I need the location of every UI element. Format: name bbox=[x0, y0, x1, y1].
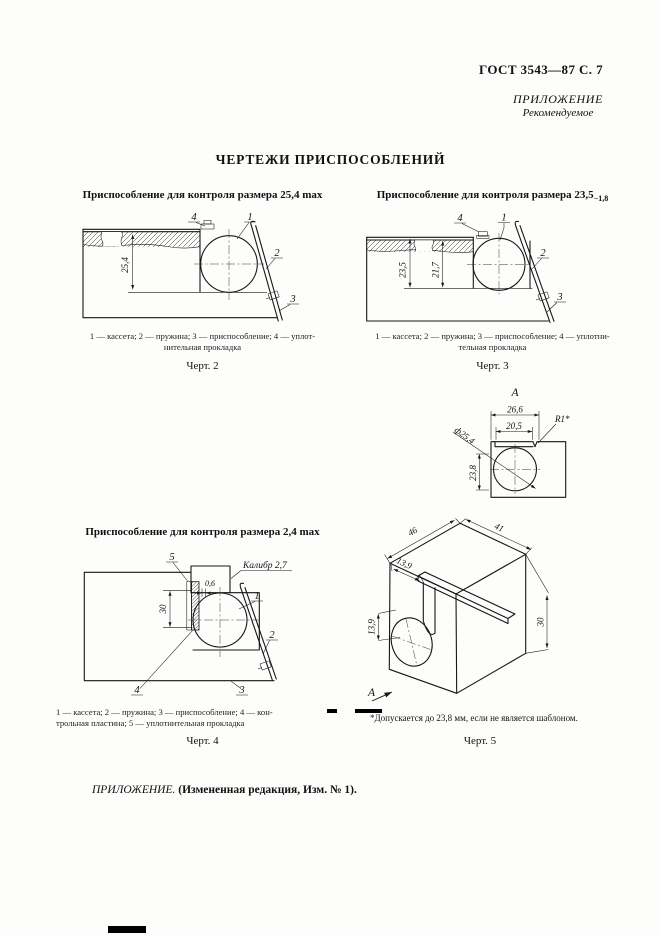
fig3-legend-line2: тельная прокладка bbox=[458, 341, 527, 352]
fig2-subtitle: Приспособление для контроля размера 25,4 max bbox=[82, 189, 323, 201]
fig4-legend bbox=[56, 707, 351, 728]
fig4-legend-line1: 1 — кассета; 2 — пружина; 3 — приспособление; 4 — кон- bbox=[56, 707, 273, 717]
fig5-dim-width: 46 bbox=[406, 524, 419, 538]
page-header: ГОСТ 3543—87 С. 7 bbox=[479, 62, 603, 77]
fig3-callout-1: 1 bbox=[501, 212, 507, 224]
fig4-drawing bbox=[55, 545, 305, 710]
fig5-footnote: *Допускается до 23,8 мм, если не является шаблоном. bbox=[370, 713, 578, 723]
viewA-dim-diameter: ф25,4 bbox=[452, 424, 477, 446]
viewA-dim-height: 23,8 bbox=[468, 465, 478, 481]
fig4-subtitle: Приспособление для контроля размера 2,4 max bbox=[85, 526, 320, 538]
fig3-dim-outer: 23,5 bbox=[397, 262, 408, 278]
appendix-title: ПРИЛОЖЕНИЕ bbox=[513, 92, 603, 106]
fig3-callout-4: 4 bbox=[457, 213, 463, 224]
fig5-drawing bbox=[358, 518, 600, 718]
fig5-dim-slot: 13,9 bbox=[395, 555, 414, 572]
fig2-label: Черт. 2 bbox=[186, 360, 219, 372]
viewA-drawing bbox=[432, 382, 600, 510]
appendix-block bbox=[513, 92, 603, 119]
appendix-note: Рекомендуемое bbox=[522, 107, 594, 119]
fig3-legend bbox=[345, 331, 640, 352]
fig4-callout-2: 2 bbox=[269, 630, 275, 641]
footer-note bbox=[92, 784, 357, 796]
fig4-callout-3: 3 bbox=[239, 685, 245, 696]
fig2-callout-1: 1 bbox=[247, 212, 253, 223]
page-title: ЧЕРТЕЖИ ПРИСПОСОБЛЕНИЙ bbox=[215, 152, 446, 167]
fig4-callout-4: 4 bbox=[134, 685, 140, 696]
fig4-callout-1: 1 bbox=[254, 591, 260, 602]
fig5-dim-hole: 13,9 bbox=[366, 619, 377, 635]
fig3-drawing bbox=[363, 213, 615, 335]
fig3-subtitle bbox=[345, 189, 640, 203]
fig4-callout-5: 5 bbox=[169, 552, 175, 563]
fig2-legend-line2: нительная прокладка bbox=[163, 341, 242, 352]
fig3-legend-line1: 1 — кассета; 2 — пружина; 3 — приспособление; 4 — уплотни- bbox=[375, 331, 610, 341]
viewA-label: A bbox=[511, 387, 519, 399]
fig2-callout-4: 4 bbox=[191, 212, 197, 223]
fig2-dim-height: 25,4 bbox=[120, 257, 130, 273]
fig3-label: Черт. 3 bbox=[476, 360, 509, 372]
viewA-dim-slot: 20,5 bbox=[506, 421, 522, 431]
fig3-callout-2: 2 bbox=[540, 248, 546, 259]
fig4-legend-line2: трольная пластина; 5 — уплотнительная прокладка bbox=[56, 717, 245, 728]
footer-rest: (Измененная редакция, Изм. № 1). bbox=[175, 784, 357, 796]
fig3-subtitle-main: Приспособление для контроля размера 23,5 bbox=[376, 189, 594, 201]
fig5-label: Черт. 5 bbox=[463, 735, 497, 747]
viewA-dim-width: 26,6 bbox=[507, 404, 523, 415]
scan-artifact-bar bbox=[108, 926, 146, 933]
fig2-callout-3: 3 bbox=[290, 294, 296, 305]
fig2-legend-line1: 1 — кассета; 2 — пружина; 3 — приспособление; 4 — уплот- bbox=[89, 331, 316, 341]
fig5-dim-height: 30 bbox=[535, 617, 546, 627]
fig3-callout-3: 3 bbox=[557, 292, 563, 303]
fig2-drawing bbox=[62, 213, 314, 335]
footer-lead: ПРИЛОЖЕНИЕ. bbox=[92, 784, 176, 796]
viewA-dim-radius: R1* bbox=[555, 414, 570, 424]
fig5-dim-depth: 41 bbox=[493, 520, 506, 534]
fig3-subtitle-sub: −1,8 bbox=[593, 194, 609, 204]
scan-artifact-dash bbox=[327, 709, 337, 713]
fig4-gauge-label: Калибр 2,7 bbox=[243, 561, 287, 571]
fig4-dim-gap: 0,6 bbox=[205, 579, 215, 588]
fig2-callout-2: 2 bbox=[274, 248, 280, 259]
fig3-dim-inner: 21,7 bbox=[430, 262, 441, 278]
fig5-view-arrow-label: A bbox=[368, 687, 376, 699]
fig4-label: Черт. 4 bbox=[186, 735, 219, 747]
fig4-dim-plate: 30 bbox=[158, 604, 168, 614]
fig2-legend bbox=[55, 331, 350, 352]
